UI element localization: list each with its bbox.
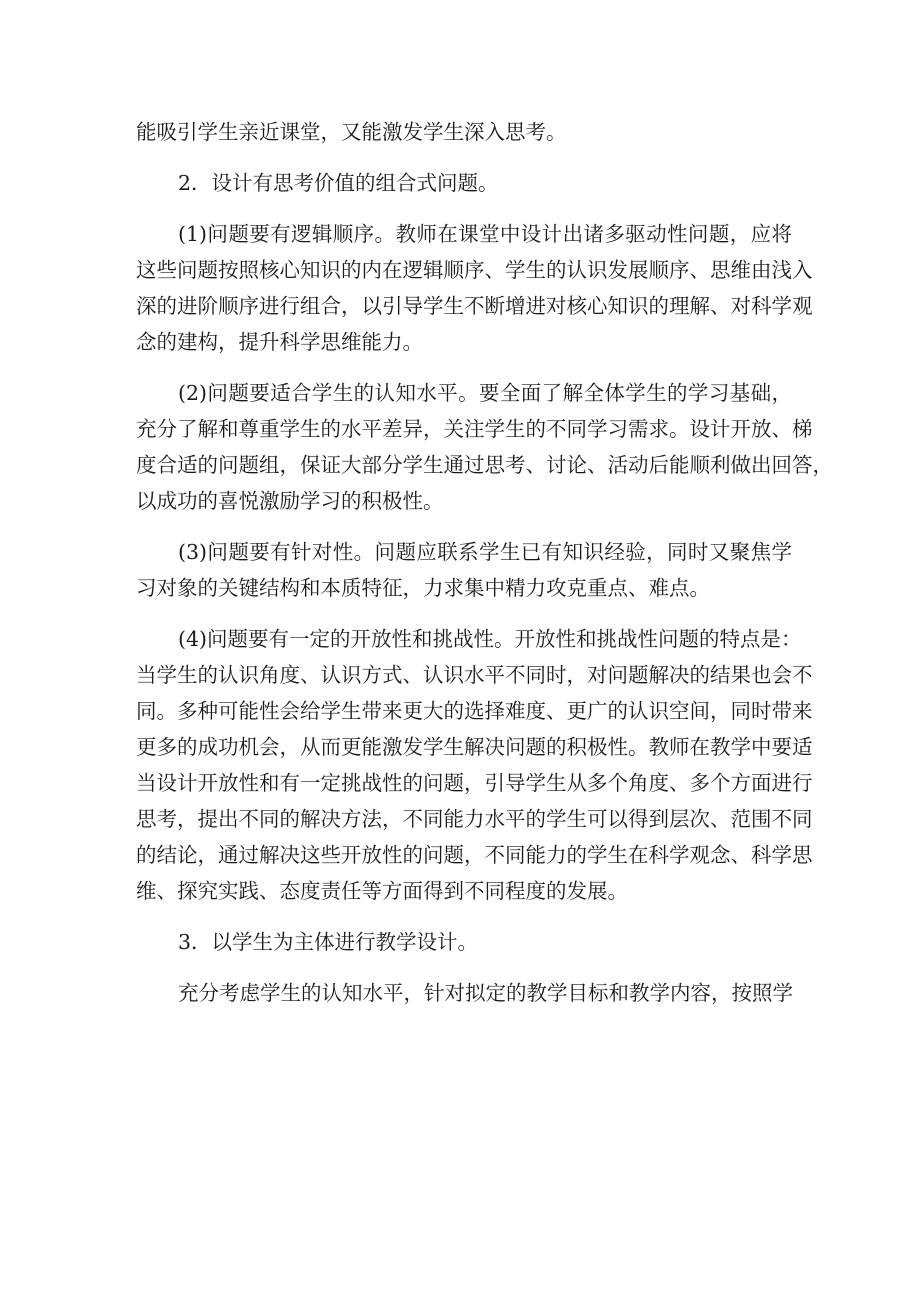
paragraph-open-challenging — [136, 621, 813, 909]
heading-line: 2．设计有思考价值的组合式问题。 — [178, 171, 499, 195]
text-line: 当学生的认识角度、认识方式、认识水平不同时，对问题解决的结果也会不 — [136, 663, 813, 687]
text-line: 度合适的问题组，保证大部分学生通过思考、讨论、活动后能顺利做出回答， — [136, 453, 833, 477]
text-line: 思考，提出不同的解决方法，不同能力水平的学生可以得到层次、范围不同 — [136, 807, 813, 831]
section-heading-3 — [136, 924, 792, 960]
text-line: 同。多种可能性会给学生带来更大的选择难度、更广的认识空间，同时带来 — [136, 699, 813, 723]
heading-line: 3．以学生为主体进行教学设计。 — [178, 930, 479, 954]
paragraph-student-centered — [136, 975, 792, 1011]
text-line: 念的建构，提升科学思维能力。 — [136, 330, 423, 354]
paragraph-continuation — [136, 114, 792, 150]
text-line: 能吸引学生亲近课堂，又能激发学生深入思考。 — [136, 120, 567, 144]
text-line: 充分考虑学生的认知水平，针对拟定的教学目标和教学内容，按照学 — [178, 981, 793, 1005]
section-heading-2 — [136, 165, 792, 201]
text-line: (4)问题要有一定的开放性和挑战性。开放性和挑战性问题的特点是： — [178, 627, 802, 651]
text-line: (1)问题要有逻辑顺序。教师在课堂中设计出诸多驱动性问题，应将 — [178, 222, 792, 246]
text-line: (3)问题要有针对性。问题应联系学生已有知识经验，同时又聚焦学 — [178, 540, 792, 564]
text-line: 维、探究实践、态度责任等方面得到不同程度的发展。 — [136, 879, 628, 903]
text-line: 更多的成功机会，从而更能激发学生解决问题的积极性。教师在教学中要适 — [136, 735, 813, 759]
text-line: 习对象的关键结构和本质特征，力求集中精力攻克重点、难点。 — [136, 576, 710, 600]
text-line: 的结论，通过解决这些开放性的问题，不同能力的学生在科学观念、科学思 — [136, 843, 813, 867]
text-line: (2)问题要适合学生的认知水平。要全面了解全体学生的学习基础， — [178, 381, 792, 405]
paragraph-cognitive-level — [136, 375, 833, 519]
document-body — [136, 114, 833, 1011]
paragraph-targeted — [136, 534, 792, 606]
paragraph-logical-order — [136, 216, 813, 360]
text-line: 当设计开放性和有一定挑战性的问题，引导学生从多个角度、多个方面进行 — [136, 771, 813, 795]
text-line: 充分了解和尊重学生的水平差异，关注学生的不同学习需求。设计开放、梯 — [136, 417, 813, 441]
text-line: 以成功的喜悦激励学习的积极性。 — [136, 489, 444, 513]
text-line: 这些问题按照核心知识的内在逻辑顺序、学生的认识发展顺序、思维由浅入 — [136, 258, 813, 282]
text-line: 深的进阶顺序进行组合，以引导学生不断增进对核心知识的理解、对科学观 — [136, 294, 813, 318]
